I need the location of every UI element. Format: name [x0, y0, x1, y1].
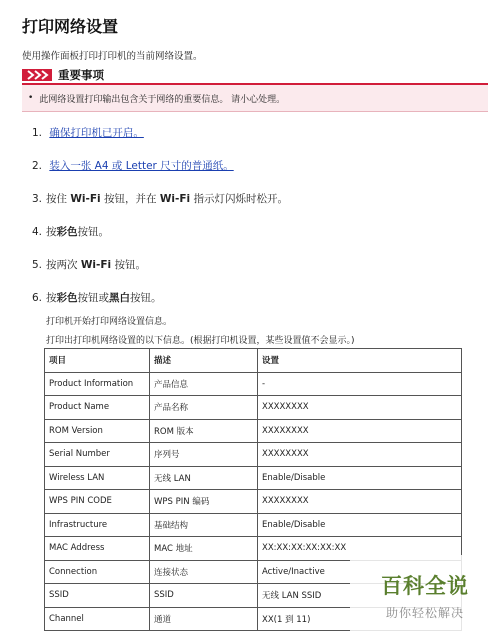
table-cell: ROM 版本 — [150, 419, 258, 443]
step-text: 按住 — [46, 193, 71, 205]
step-bold: Wi-Fi — [70, 193, 101, 205]
table-cell: Enable/Disable — [258, 466, 462, 490]
notice-box — [22, 83, 488, 112]
table-cell: Serial Number — [45, 443, 150, 467]
watermark-subtitle: 助你轻松解决 — [385, 605, 464, 620]
intro-text: 使用操作面板打印打印机的当前网络设置。 — [22, 51, 203, 62]
table-cell: 通道 — [150, 607, 258, 631]
print-start-note: 打印机开始打印网络设置信息。 — [46, 317, 173, 327]
table-cell: Enable/Disable — [258, 513, 462, 537]
notice-text: 此网络设置打印输出包含关于网络的重要信息。 请小心处理。 — [39, 94, 286, 105]
column-header-description: 描述 — [150, 349, 258, 373]
step-number: 1. — [32, 127, 43, 139]
steps-list — [32, 125, 472, 323]
table-row — [45, 396, 462, 420]
table-cell: Wireless LAN — [45, 466, 150, 490]
power-on-link[interactable]: 确保打印机已开启。 — [49, 127, 144, 139]
notice-title: 重要事项 — [58, 67, 104, 82]
table-cell: 基础结构 — [150, 513, 258, 537]
table-cell: XX:XX:XX:XX:XX:XX — [258, 537, 462, 561]
table-cell: MAC Address — [45, 537, 150, 561]
table-cell: - — [258, 372, 462, 396]
table-cell: 序列号 — [150, 443, 258, 467]
step-number: 4. — [32, 226, 43, 238]
table-cell: MAC 地址 — [150, 537, 258, 561]
table-row — [45, 490, 462, 514]
watermark-logo — [350, 555, 500, 635]
step-3 — [32, 191, 472, 224]
watermark-title: 百科全说 — [381, 573, 469, 598]
step-bold: 彩色 — [56, 292, 78, 304]
table-row — [45, 372, 462, 396]
step-text: 指示灯闪烁时松开。 — [190, 193, 288, 205]
table-cell: 无线 LAN SSID — [258, 584, 462, 608]
table-cell: SSID — [150, 584, 258, 608]
step-bold: Wi-Fi — [159, 193, 191, 205]
step-text: 按钮。 — [77, 226, 109, 238]
step-bold: 黑白 — [109, 292, 130, 304]
step-text: 按钮。 — [130, 292, 162, 304]
table-cell: WPS PIN CODE — [45, 490, 150, 514]
table-cell: XXXXXXXX — [258, 490, 462, 514]
bullet: • — [28, 93, 34, 103]
table-cell: XXXXXXXX — [258, 396, 462, 420]
table-cell: WPS PIN 编码 — [150, 490, 258, 514]
table-row — [45, 513, 462, 537]
double-chevron-icon — [22, 69, 52, 81]
table-cell: 无线 LAN — [150, 466, 258, 490]
important-notice — [22, 66, 488, 112]
step-text: 按 — [46, 226, 57, 238]
step-5 — [32, 257, 472, 290]
step-number: 5. — [32, 259, 43, 271]
table-cell: Product Information — [45, 372, 150, 396]
table-header-row — [45, 349, 462, 373]
step-bold: 彩色 — [56, 226, 78, 238]
step-bold: Wi-Fi — [80, 259, 112, 271]
table-cell: XX(1 到 11) — [258, 607, 462, 631]
column-header-setting: 设置 — [258, 349, 462, 373]
step-text: 按两次 — [46, 259, 81, 271]
table-cell: 产品名称 — [150, 396, 258, 420]
table-cell: 连接状态 — [150, 560, 258, 584]
step-number: 6. — [32, 292, 43, 304]
table-cell: Infrastructure — [45, 513, 150, 537]
step-number: 3. — [32, 193, 43, 205]
table-cell: XXXXXXXX — [258, 443, 462, 467]
table-cell: SSID — [45, 584, 150, 608]
table-row — [45, 466, 462, 490]
print-info-note: 打印出打印机网络设置的以下信息。(根据打印机设置，某些设置值不会显示。) — [46, 336, 355, 346]
load-paper-link[interactable]: 装入一张 A4 或 Letter 尺寸的普通纸。 — [49, 160, 234, 172]
table-cell: Product Name — [45, 396, 150, 420]
table-cell: Active/Inactive — [258, 560, 462, 584]
table-cell: Channel — [45, 607, 150, 631]
step-1 — [32, 125, 472, 158]
step-text: 按钮。 — [111, 259, 146, 271]
step-4 — [32, 224, 472, 257]
table-cell: 产品信息 — [150, 372, 258, 396]
column-header-item: 项目 — [45, 349, 150, 373]
table-cell: Connection — [45, 560, 150, 584]
step-2 — [32, 158, 472, 191]
notice-header — [22, 66, 488, 83]
step-number: 2. — [32, 160, 43, 172]
page-title: 打印网络设置 — [22, 17, 119, 36]
table-row — [45, 443, 462, 467]
table-row — [45, 419, 462, 443]
step-text: 按钮，并在 — [100, 193, 160, 205]
table-cell: ROM Version — [45, 419, 150, 443]
step-text: 按 — [46, 292, 57, 304]
step-text: 按钮或 — [77, 292, 109, 304]
table-cell: XXXXXXXX — [258, 419, 462, 443]
